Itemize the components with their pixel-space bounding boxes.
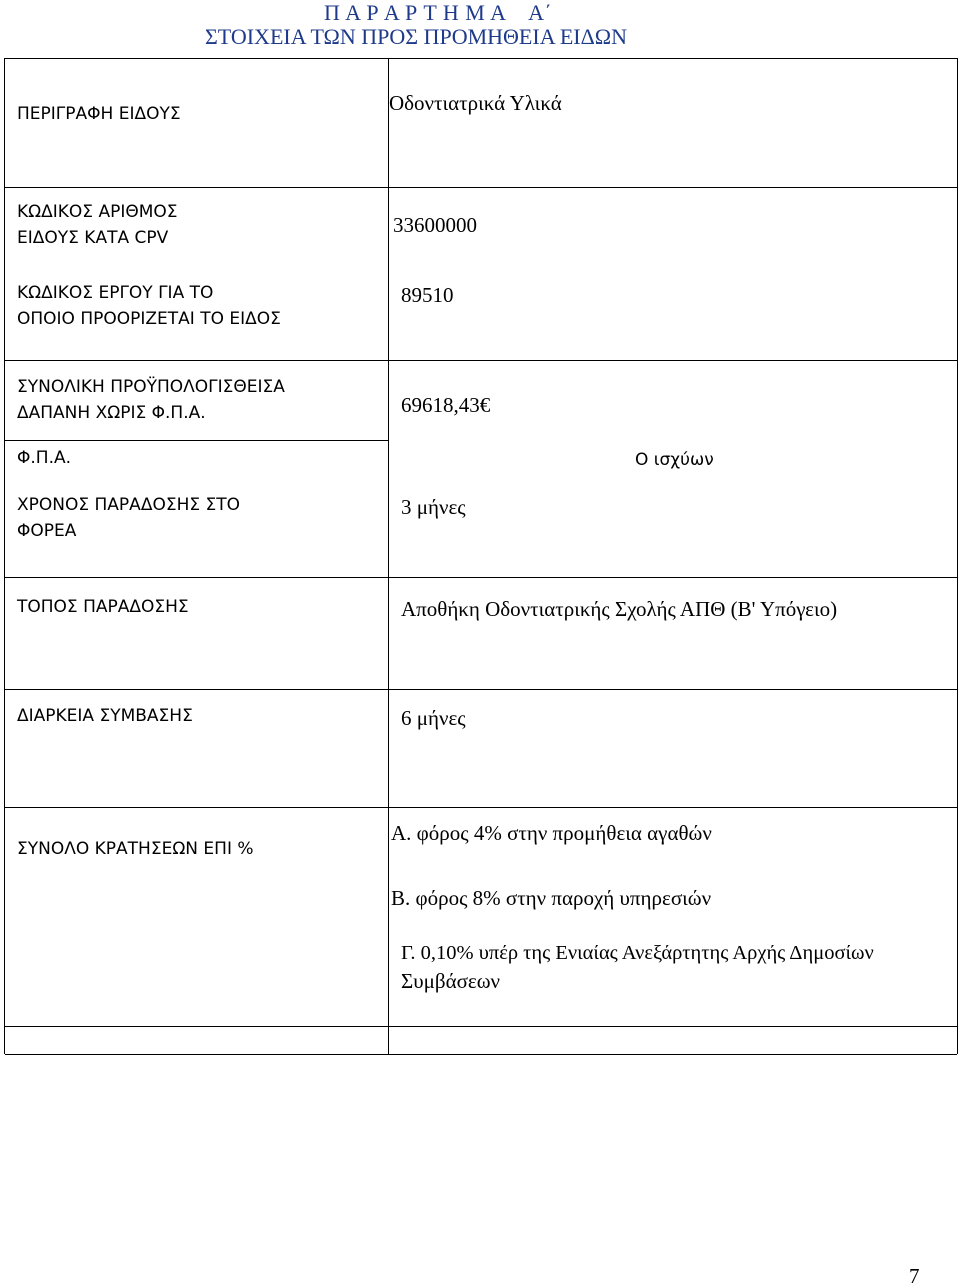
page-number: 7 — [909, 1264, 920, 1284]
deductions-label: ΣΥΝΟΛΟ ΚΡΑΤΗΣΕΩΝ ΕΠΙ % — [17, 839, 254, 859]
annex-title: Π Α Ρ Α Ρ Τ Η Μ Α Α΄ — [324, 0, 553, 25]
contract-duration-value: 6 μήνες — [401, 706, 466, 730]
row-divider — [5, 577, 957, 578]
cpv-value: 33600000 — [393, 213, 477, 237]
delivery-time-label-line1: ΧΡΟΝΟΣ ΠΑΡΑΔΟΣΗΣ ΣΤΟ — [17, 495, 241, 515]
description-value: Οδοντιατρικά Υλικά — [389, 91, 562, 115]
row-divider — [5, 187, 957, 188]
budget-label-line2: ΔΑΠΑΝΗ ΧΩΡΙΣ Φ.Π.Α. — [17, 403, 206, 423]
deduction-item-b: Β. φόρος 8% στην παροχή υπηρεσιών — [391, 886, 712, 910]
description-label: ΠΕΡΙΓΡΑΦΗ ΕΙΔΟΥΣ — [17, 104, 181, 124]
deduction-item-a: Α. φόρος 4% στην προμήθεια αγαθών — [391, 821, 712, 845]
cpv-label-line1: ΚΩΔΙΚΟΣ ΑΡΙΘΜΟΣ — [17, 202, 178, 222]
row-divider — [5, 440, 388, 441]
cpv-label-line2: ΕΙΔΟΥΣ ΚΑΤΑ CPV — [17, 228, 169, 248]
vat-value: Ο ισχύων — [635, 450, 714, 470]
budget-label-line1: ΣΥΝΟΛΙΚΗ ΠΡΟΫΠΟΛΟΓΙΣΘΕΙΣΑ — [17, 377, 285, 397]
annex-subtitle: ΣΤΟΙΧΕΙΑ ΤΩΝ ΠΡΟΣ ΠΡΟΜΗΘΕΙΑ ΕΙΔΩΝ — [205, 24, 628, 49]
row-divider — [5, 807, 957, 808]
deduction-item-c-line2: Συμβάσεων — [401, 969, 501, 993]
contract-duration-label: ΔΙΑΡΚΕΙΑ ΣΥΜΒΑΣΗΣ — [17, 706, 193, 726]
project-code-label-line2: ΟΠΟΙΟ ΠΡΟΟΡΙΖΕΤΑΙ ΤΟ ΕΙΔΟΣ — [17, 309, 281, 329]
project-code-value: 89510 — [401, 283, 454, 307]
project-code-label-line1: ΚΩΔΙΚΟΣ ΕΡΓΟΥ ΓΙΑ ΤΟ — [17, 283, 214, 303]
deduction-item-c-line1: Γ. 0,10% υπέρ της Ενιαίας Ανεξάρτητης Αρχής Δημοσίων — [401, 942, 874, 964]
row-divider — [5, 1026, 957, 1027]
row-divider — [5, 1054, 957, 1055]
delivery-time-value: 3 μήνες — [401, 495, 466, 519]
column-divider — [388, 59, 389, 1055]
row-divider — [5, 689, 957, 690]
specifications-table — [4, 58, 958, 1054]
delivery-time-label-line2: ΦΟΡΕΑ — [17, 521, 77, 541]
delivery-place-label: ΤΟΠΟΣ ΠΑΡΑΔΟΣΗΣ — [17, 597, 189, 617]
row-divider — [5, 360, 957, 361]
delivery-place-value: Αποθήκη Οδοντιατρικής Σχολής ΑΠΘ (Β' Υπόγειο) — [401, 597, 838, 621]
vat-label: Φ.Π.Α. — [17, 448, 72, 468]
budget-value: 69618,43€ — [401, 393, 491, 417]
